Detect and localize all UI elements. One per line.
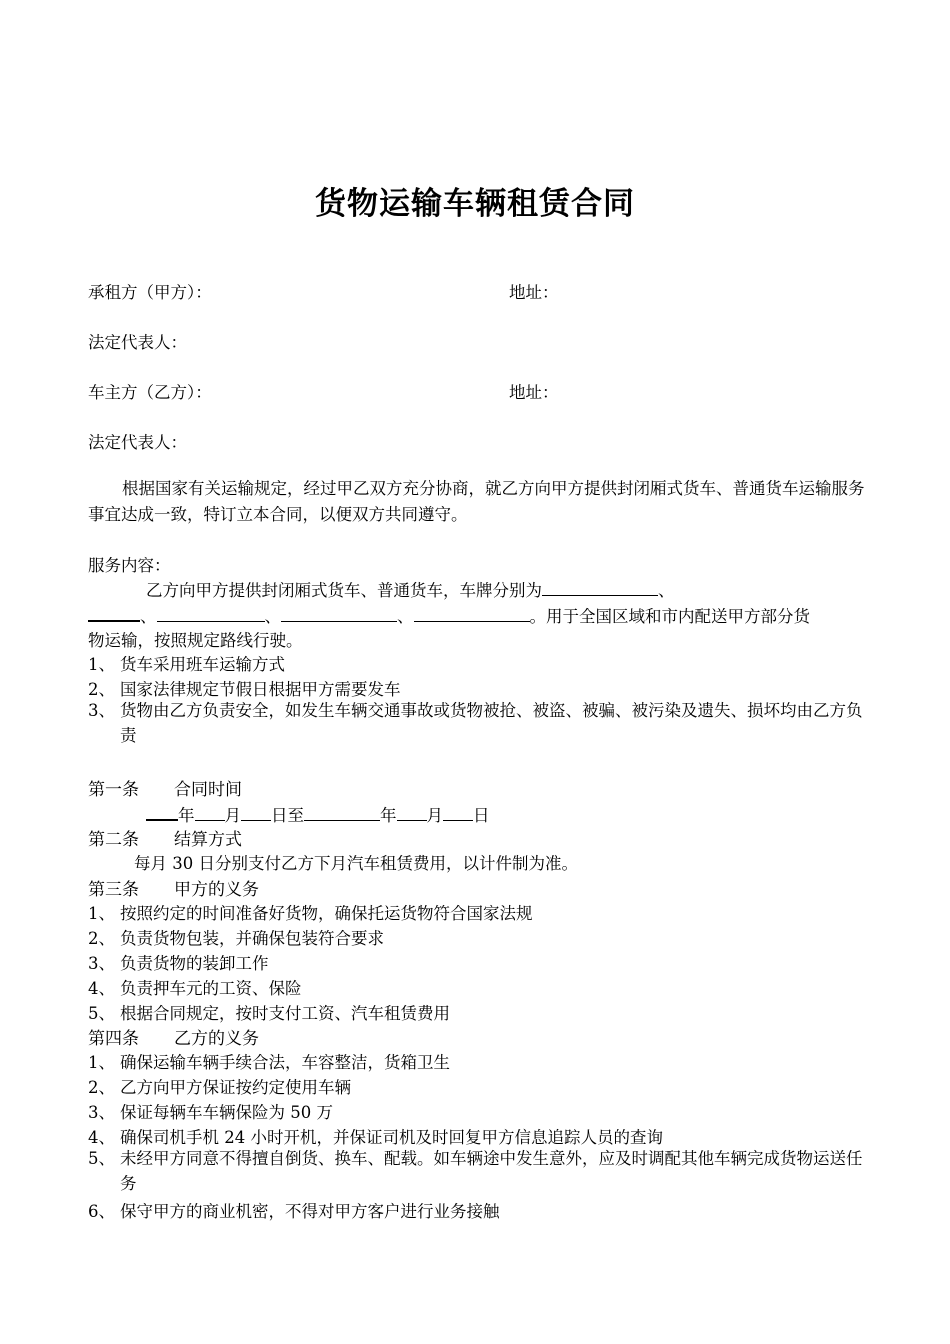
item-number: 5、: [88, 1149, 115, 1168]
item-text: 负责货物包装，并确保包装符合要求: [120, 929, 384, 948]
article-number: 第四条: [88, 1029, 139, 1049]
start-month-blank: [195, 802, 225, 821]
item-number: 3、: [88, 701, 115, 720]
article-number: 第二条: [88, 830, 139, 850]
item-number: 2、: [88, 1078, 115, 1097]
item-text: 未经甲方同意不得擅自倒货、换车、配载。如车辆途中发生意外，应及时调配其他车辆完成货物运送任务: [120, 1149, 863, 1193]
service-item: [88, 676, 401, 700]
service-label: 服务内容：: [88, 556, 171, 575]
item-text: 确保运输车辆手续合法，车容整洁，货箱卫生: [120, 1053, 450, 1072]
item-text: 货物由乙方负责安全，如发生车辆交通事故或货物被抢、被盗、被骗、被污染及遗失、损坏均由乙方负责: [120, 701, 863, 745]
item-text: 货车采用班车运输方式: [120, 655, 285, 674]
party-a-duty: [88, 925, 384, 949]
month-label: 月: [224, 806, 241, 825]
day-to-label: 日至: [271, 806, 304, 825]
intro-paragraph: 根据国家有关运输规定，经过甲乙双方充分协商，就乙方向甲方提供封闭厢式货车、普通货车运输服务事宜达成一致，特订立本合同，以便双方共同遵守。: [88, 479, 865, 524]
item-text: 负责货物的装卸工作: [120, 954, 269, 973]
party-b-duty: [88, 1049, 450, 1073]
item-number: 1、: [88, 655, 115, 674]
article-title: 结算方式: [174, 830, 242, 850]
end-year-blank: [304, 802, 380, 821]
page-title: 货物运输车辆租赁合同: [315, 186, 635, 222]
separator: 、: [397, 607, 414, 626]
article-title: 合同时间: [174, 780, 242, 800]
item-number: 6、: [88, 1202, 115, 1221]
item-number: 3、: [88, 954, 115, 973]
party-b-duty: [88, 1124, 663, 1148]
plate-blank-3: [157, 603, 265, 622]
item-number: 1、: [88, 904, 115, 923]
item-number: 4、: [88, 1128, 115, 1147]
plate-blank-2: [88, 602, 140, 622]
item-text: 按照约定的时间准备好货物，确保托运货物符合国家法规: [120, 904, 533, 923]
party-a-duty: [88, 900, 533, 924]
item-number: 5、: [88, 1004, 115, 1023]
party-a-duty: [88, 1000, 450, 1024]
party-b-duty: [88, 1099, 333, 1123]
service-line-2: [88, 602, 810, 627]
service-line-2-tail: 。用于全国区域和市内配送甲方部分货: [529, 607, 810, 626]
article-title: 甲方的义务: [174, 880, 259, 900]
item-text: 保证每辆车车辆保险为 50 万: [120, 1103, 333, 1122]
service-line-1-text: 乙方向甲方提供封闭厢式货车、普通货车，车牌分别为: [146, 581, 542, 600]
article-2-heading: [88, 825, 242, 850]
month-label: 月: [426, 806, 443, 825]
item-number: 3、: [88, 1103, 115, 1122]
lessee-rep-label: 法定代表人：: [88, 333, 187, 352]
lessee-address-label: 地址：: [509, 283, 559, 302]
party-b-duty: [88, 1074, 351, 1098]
service-item: [88, 698, 868, 748]
item-number: 2、: [88, 929, 115, 948]
settlement-text: 每月 30 日分别支付乙方下月汽车租赁费用，以计件制为准。: [134, 854, 578, 873]
plate-blank-4: [281, 603, 397, 622]
lessee-label: 承租方（甲方）：: [88, 283, 212, 302]
owner-rep-label: 法定代表人：: [88, 433, 187, 452]
party-b-duty: [88, 1198, 500, 1222]
article-3-heading: [88, 875, 259, 900]
year-label: 年: [178, 806, 195, 825]
item-number: 2、: [88, 680, 115, 699]
party-a-duty: [88, 950, 269, 974]
end-month-blank: [397, 802, 427, 821]
day-label: 日: [473, 806, 490, 825]
separator: 、: [140, 607, 157, 626]
plate-blank-1: [542, 577, 658, 596]
item-text: 根据合同规定，按时支付工资、汽车租赁费用: [120, 1004, 450, 1023]
article-number: 第一条: [88, 780, 139, 800]
party-a-duty: [88, 975, 302, 999]
item-text: 负责押车元的工资、保险: [120, 979, 302, 998]
separator: 、: [264, 607, 281, 626]
plate-blank-5: [414, 603, 530, 622]
service-item: [88, 651, 285, 675]
owner-address-label: 地址：: [509, 383, 559, 402]
start-year-blank: [146, 801, 178, 821]
item-text: 保守甲方的商业机密，不得对甲方客户进行业务接触: [120, 1202, 500, 1221]
article-title: 乙方的义务: [174, 1029, 259, 1049]
service-line-1: [146, 577, 675, 601]
item-text: 确保司机手机 24 小时开机，并保证司机及时回复甲方信息追踪人员的查询: [120, 1128, 663, 1147]
party-b-duty: [88, 1146, 868, 1196]
separator: 、: [658, 581, 675, 600]
item-number: 4、: [88, 979, 115, 998]
contract-period: [146, 801, 490, 826]
article-number: 第三条: [88, 880, 139, 900]
article-1-heading: [88, 775, 242, 800]
year-label: 年: [380, 806, 397, 825]
article-4-heading: [88, 1024, 259, 1049]
item-number: 1、: [88, 1053, 115, 1072]
item-text: 国家法律规定节假日根据甲方需要发车: [120, 680, 401, 699]
item-text: 乙方向甲方保证按约定使用车辆: [120, 1078, 351, 1097]
start-day-blank: [241, 802, 271, 821]
end-day-blank: [443, 802, 473, 821]
owner-label: 车主方（乙方）：: [88, 383, 212, 402]
service-line-3: 物运输，按照规定路线行驶。: [88, 631, 303, 650]
